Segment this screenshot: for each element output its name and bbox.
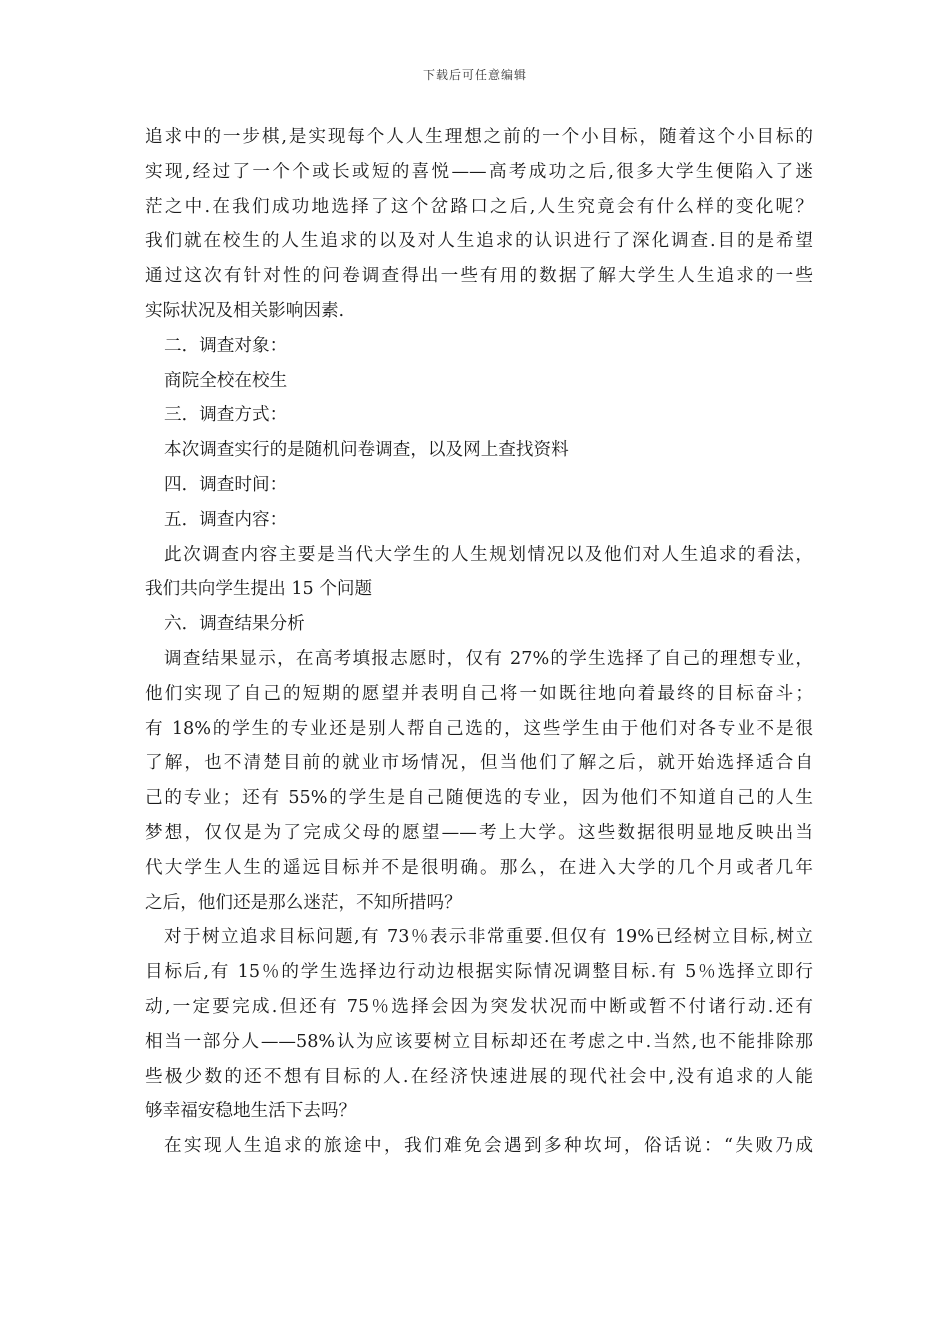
text-line: 己的专业；还有 55%的学生是自己随便选的专业，因为他们不知道自己的人生 [145,788,813,809]
text-line: 梦想，仅仅是为了完成父母的愿望——考上大学。这些数据很明显地反映出当 [145,822,813,843]
text-line: 实际状况及相关影响因素. [145,300,345,321]
text-line: 四．调查时间： [164,474,288,495]
text-line: 商院全校在校生 [164,370,288,391]
text-line: 我们共向学生提出 15 个问题 [145,579,373,600]
text-line: 本次调查实行的是随机问卷调查，以及网上查找资料 [164,440,569,461]
text-line: 些极少数的还不想有目标的人.在经济快速进展的现代社会中,没有追求的人能 [145,1066,813,1087]
text-line: 二．调查对象： [164,335,288,356]
text-line: 了解，也不清楚目前的就业市场情况，但当他们了解之后，就开始选择适合自 [145,753,813,774]
text-line: 六．调查结果分析 [164,614,305,635]
text-line: 通过这次有针对性的问卷调查得出一些有用的数据了解大学生人生追求的一些 [145,266,813,287]
text-line: 我们就在校生的人生追求的以及对人生追求的认识进行了深化调查.目的是希望 [145,231,813,252]
text-line: 对于树立追求目标问题,有 73％表示非常重要.但仅有 19%已经树立目标,树立 [164,927,813,948]
text-line: 茫之中.在我们成功地选择了这个岔路口之后,人生究竟会有什么样的变化呢？ [145,196,813,217]
text-line: 五．调查内容： [164,509,288,530]
text-line: 他们实现了自己的短期的愿望并表明自己将一如既往地向着最终的目标奋斗； [145,683,813,704]
text-line: 相当一部分人——58%认为应该要树立目标却还在考虑之中.当然,也不能排除那 [145,1031,813,1052]
text-line: 目标后,有 15％的学生选择边行动边根据实际情况调整目标.有 5％选择立即行 [145,962,813,983]
text-line: 实现,经过了一个个或长或短的喜悦——高考成功之后,很多大学生便陷入了迷 [145,161,813,182]
text-line: 三．调查方式： [164,405,288,426]
text-line: 够幸福安稳地生活下去吗？ [145,1101,357,1122]
page-header: 下载后可任意编辑 [422,68,527,82]
text-line: 之后，他们还是那么迷茫，不知所措吗？ [145,892,462,913]
text-line: 在实现人生追求的旅途中，我们难免会遇到多种坎坷，俗话说：“失败乃成 [164,1136,813,1157]
text-line: 有 18%的学生的专业还是别人帮自己选的，这些学生由于他们对各专业不是很 [145,718,813,739]
text-line: 追求中的一步棋,是实现每个人人生理想之前的一个小目标，随着这个小目标的 [145,127,813,147]
text-line: 动,一定要完成.但还有 75％选择会因为突发状况而中断或暂不付诸行动.还有 [145,996,813,1017]
text-line: 调查结果显示，在高考填报志愿时，仅有 27%的学生选择了自己的理想专业， [164,648,813,669]
text-line: 代大学生人生的遥远目标并不是很明确。那么，在进入大学的几个月或者几年 [145,857,813,878]
document-body [145,120,813,1164]
text-line: 此次调查内容主要是当代大学生的人生规划情况以及他们对人生追求的看法， [164,544,813,565]
